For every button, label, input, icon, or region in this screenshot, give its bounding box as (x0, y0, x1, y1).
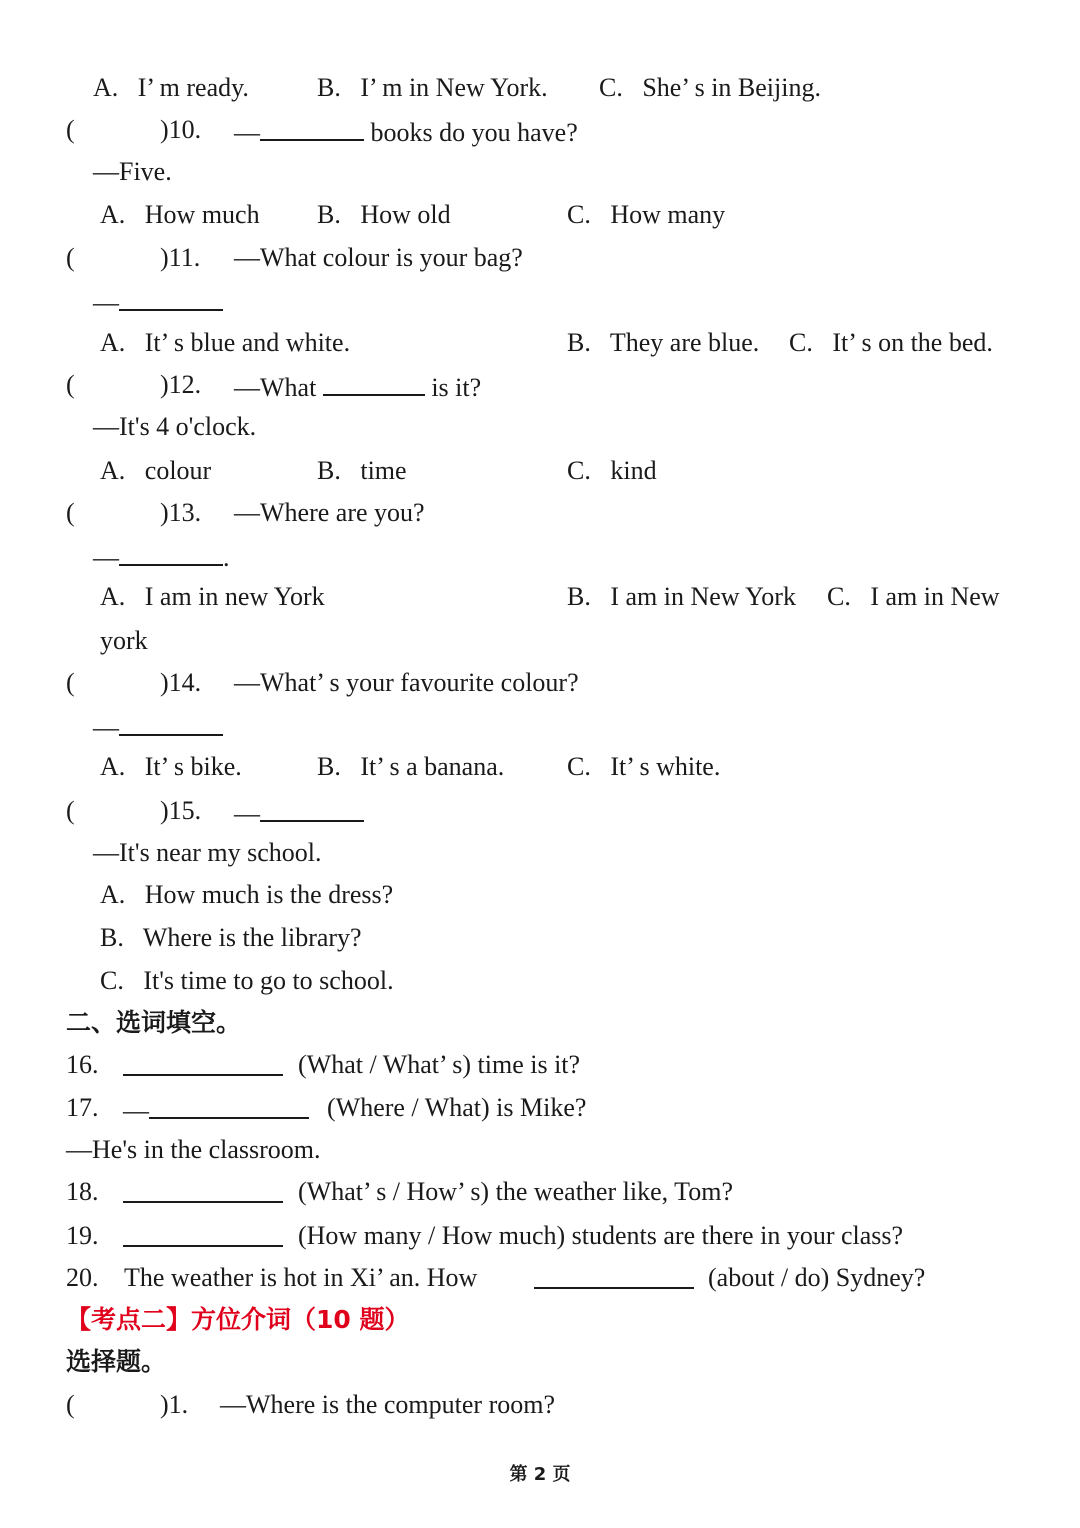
q11-number: )11. (160, 243, 201, 272)
q12-stem-tail: is it? (431, 373, 482, 402)
fill-q19-blank[interactable] (123, 1221, 283, 1254)
q11-option-a: A. It’ s blue and white. (100, 328, 351, 357)
q12-blank[interactable] (323, 370, 425, 396)
q14-option-c: C. It’ s white. (567, 752, 721, 781)
q12-number: )12. (160, 370, 202, 399)
q14-option-b: B. It’ s a banana. (317, 752, 505, 781)
q10-option-a: A. How much (100, 200, 260, 229)
q15-option-a: A. How much is the dress? (100, 880, 394, 909)
choice-section-title: 选择题。 (66, 1347, 167, 1376)
q13-option-c: C. I am in New (827, 582, 1000, 611)
q11-stem: —What colour is your bag? (234, 243, 523, 272)
q9-option-c: C. She’ s in Beijing. (599, 73, 821, 102)
q14-option-a: A. It’ s bike. (100, 752, 242, 781)
fill-q17-answer: —He's in the classroom. (66, 1135, 321, 1164)
fill-q17-response (123, 1093, 309, 1126)
q14-response (93, 710, 223, 743)
p1-stem: —Where is the computer room? (220, 1390, 555, 1419)
q13-blank[interactable] (119, 540, 223, 566)
q13-option-a: A. I am in new York (100, 582, 325, 611)
section-2-title: 二、选词填空。 (66, 1008, 242, 1037)
q13-paren: ( (66, 498, 75, 527)
q12-answer: —It's 4 o'clock. (93, 412, 257, 441)
q14-stem: —What’ s your favourite colour? (234, 668, 579, 697)
fill-q16-text: (What / What’ s) time is it? (298, 1050, 581, 1079)
q10-stem-tail: books do you have? (370, 118, 578, 147)
q13-response (93, 540, 230, 573)
fill-q20-blank[interactable] (534, 1263, 694, 1296)
fill-q18-blank[interactable] (123, 1177, 283, 1210)
q10-option-c: C. How many (567, 200, 726, 229)
q15-option-c: C. It's time to go to school. (100, 966, 394, 995)
q15-dash: — (234, 799, 260, 828)
fill-q18-text: (What’ s / How’ s) the weather like, Tom? (298, 1177, 733, 1206)
q11-paren: ( (66, 243, 75, 272)
q11-blank[interactable] (119, 285, 223, 311)
p1-number: )1. (160, 1390, 189, 1419)
fill-q16-number: 16. (66, 1050, 99, 1079)
q10-blank[interactable] (260, 115, 364, 141)
q11-dash: — (93, 288, 119, 317)
q15-answer: —It's near my school. (93, 838, 322, 867)
fill-q17-text: (Where / What) is Mike? (327, 1093, 587, 1122)
q10-stem (234, 115, 578, 148)
fill-q20-head: The weather is hot in Xi’ an. How (124, 1263, 478, 1292)
fill-q16-blank[interactable] (123, 1050, 283, 1083)
q11-response (93, 285, 223, 318)
q15-blank[interactable] (260, 796, 364, 822)
q13-option-c-continued: york (100, 626, 148, 655)
fill-q17-number: 17. (66, 1093, 99, 1122)
q14-blank[interactable] (119, 710, 223, 736)
fill-q17-blank[interactable] (149, 1093, 309, 1119)
q10-option-b: B. How old (317, 200, 451, 229)
q12-stem (234, 370, 481, 403)
q10-answer: —Five. (93, 157, 172, 186)
fill-q19-number: 19. (66, 1221, 99, 1250)
q10-paren: ( (66, 115, 75, 144)
p1-paren: ( (66, 1390, 75, 1419)
q13-period: . (223, 543, 230, 572)
q12-option-a: A. colour (100, 456, 212, 485)
q10-dash: — (234, 118, 260, 147)
fill-q20-number: 20. (66, 1263, 99, 1292)
fill-q17-dash: — (123, 1096, 149, 1125)
q11-option-b: B. They are blue. (567, 328, 760, 357)
q15-stem (234, 796, 364, 829)
q14-dash: — (93, 713, 119, 742)
q12-stem-head: —What (234, 373, 317, 402)
q12-paren: ( (66, 370, 75, 399)
q15-number: )15. (160, 796, 202, 825)
fill-q19-text: (How many / How much) students are there in your class? (298, 1221, 904, 1250)
q14-number: )14. (160, 668, 202, 697)
fill-q20-text: (about / do) Sydney? (708, 1263, 926, 1292)
page-footer: 第 2 页 (509, 1464, 571, 1485)
q12-option-b: B. time (317, 456, 407, 485)
q13-dash: — (93, 543, 119, 572)
q12-option-c: C. kind (567, 456, 657, 485)
fill-q18-number: 18. (66, 1177, 99, 1206)
q13-option-b: B. I am in New York (567, 582, 796, 611)
q13-number: )13. (160, 498, 202, 527)
q13-stem: —Where are you? (234, 498, 425, 527)
q10-number: )10. (160, 115, 202, 144)
kaodian-2-title: 【考点二】方位介词（10 题） (66, 1305, 410, 1334)
q14-paren: ( (66, 668, 75, 697)
q15-paren: ( (66, 796, 75, 825)
q9-option-a: A. I’ m ready. (93, 73, 249, 102)
q15-option-b: B. Where is the library? (100, 923, 362, 952)
q9-option-b: B. I’ m in New York. (317, 73, 548, 102)
q11-option-c: C. It’ s on the bed. (789, 328, 993, 357)
